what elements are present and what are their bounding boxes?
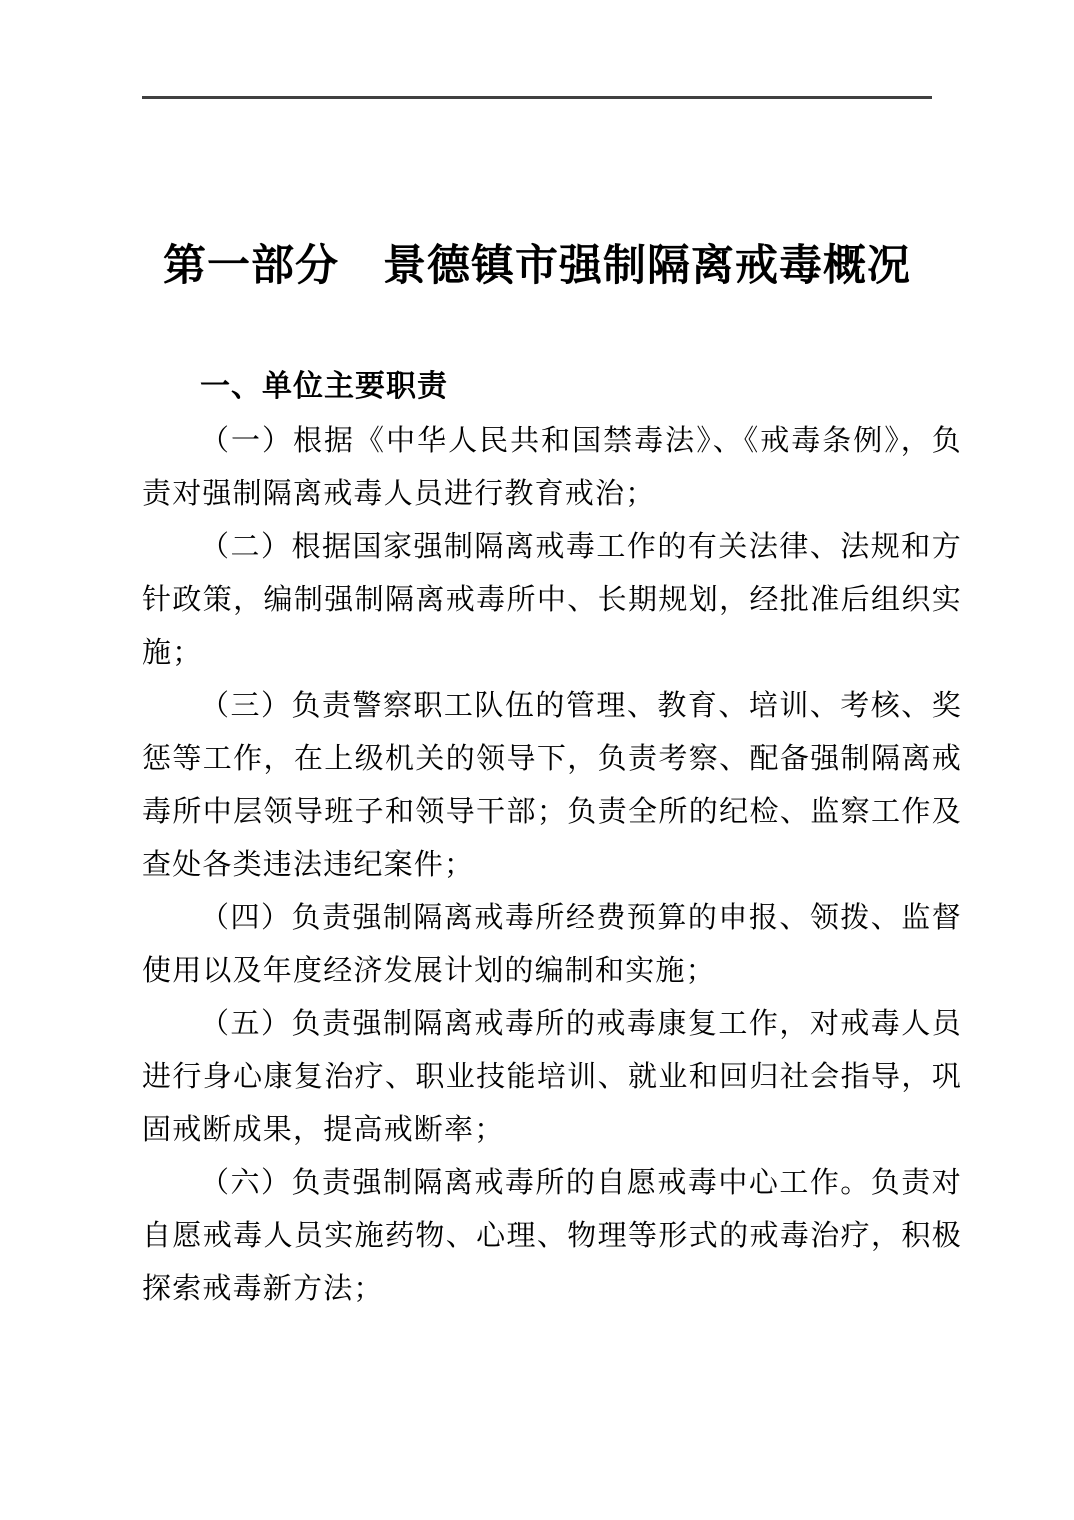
document-body xyxy=(142,415,962,1316)
paragraph-duty-2: （二）根据国家强制隔离戒毒工作的有关法律、法规和方针政策，编制强制隔离戒毒所中、长期规划，经批准后组织实施； xyxy=(142,531,962,669)
header-rule xyxy=(142,96,932,99)
document-title: 第一部分 景德镇市强制隔离戒毒概况 xyxy=(163,242,911,290)
paragraph-duty-6: （六）负责强制隔离戒毒所的自愿戒毒中心工作。负责对自愿戒毒人员实施药物、心理、物理等形式的戒毒治疗，积极探索戒毒新方法； xyxy=(142,1167,962,1305)
paragraph-duty-4: （四）负责强制隔离戒毒所经费预算的申报、领拨、监督使用以及年度经济发展计划的编制和实施； xyxy=(142,902,962,987)
paragraph-duty-5: （五）负责强制隔离戒毒所的戒毒康复工作，对戒毒人员进行身心康复治疗、职业技能培训、就业和回归社会指导，巩固戒断成果，提高戒断率； xyxy=(142,1008,962,1146)
section-heading: 一、单位主要职责 xyxy=(200,370,448,403)
paragraph-duty-1: （一）根据《中华人民共和国禁毒法》、《戒毒条例》，负责对强制隔离戒毒人员进行教育戒治； xyxy=(142,425,962,510)
paragraph-duty-3: （三）负责警察职工队伍的管理、教育、培训、考核、奖惩等工作，在上级机关的领导下，负责考察、配备强制隔离戒毒所中层领导班子和领导干部；负责全所的纪检、监察工作及查处各类违法违纪案件； xyxy=(142,690,962,881)
